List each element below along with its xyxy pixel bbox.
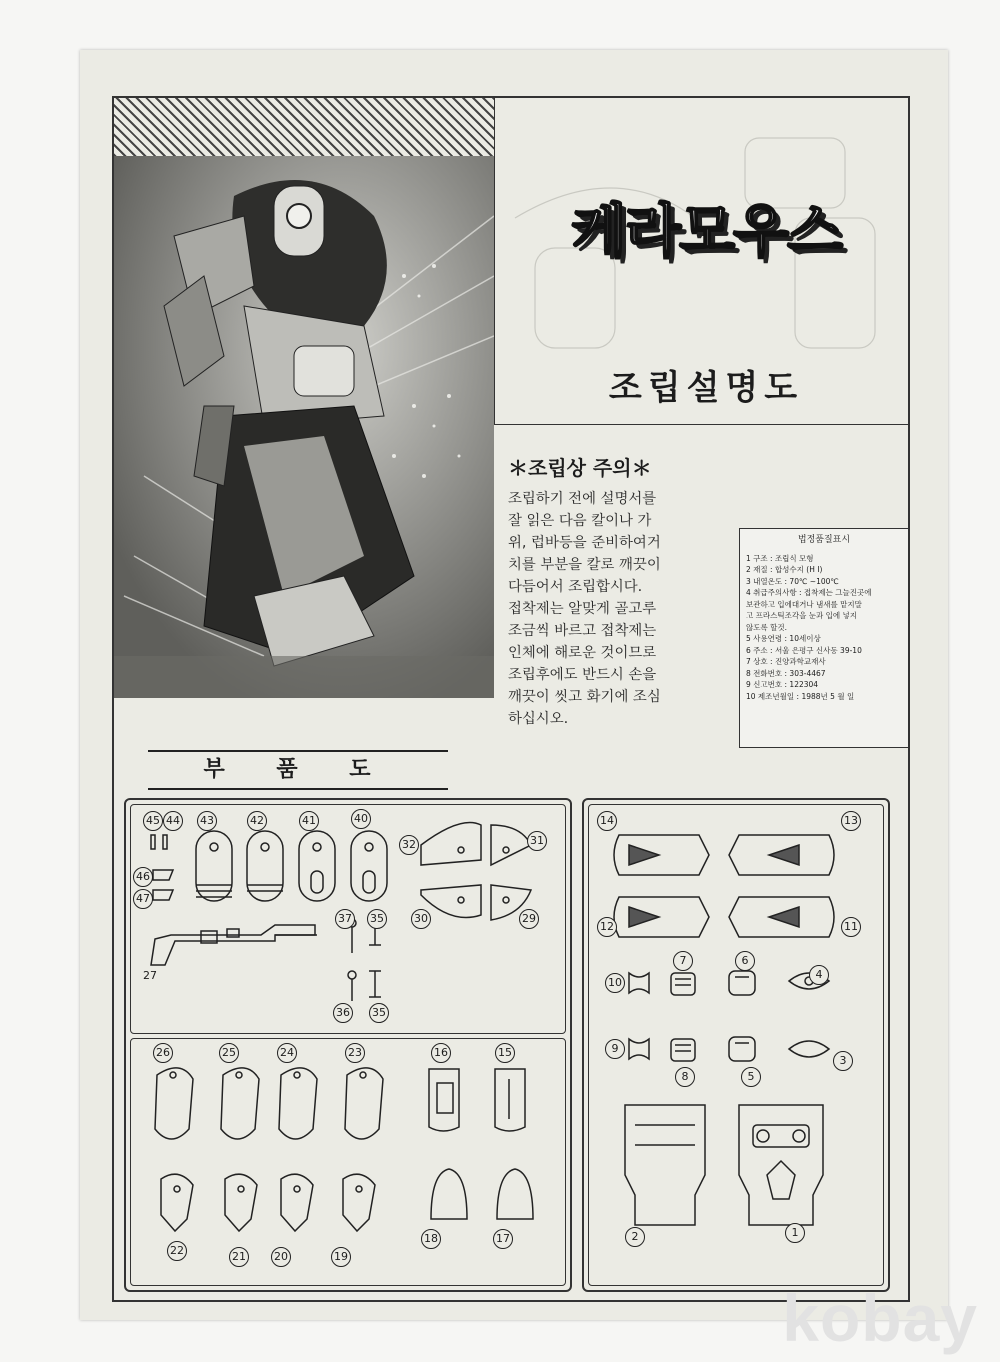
part-number-10: 10 (605, 973, 625, 993)
part-number-13: 13 (841, 811, 861, 831)
part-number-9: 9 (605, 1039, 625, 1059)
part-number-44: 44 (163, 811, 183, 831)
caution-line: 다듬어서 조립합시다. (508, 579, 643, 595)
part-number-4: 4 (809, 965, 829, 985)
part-number-20: 20 (271, 1247, 291, 1267)
hatched-banner (114, 98, 494, 157)
caution-line: 하십시오. (508, 711, 569, 727)
part-number-15: 15 (495, 1043, 515, 1063)
quality-item: 8 전화번호 : 303-4467 (746, 668, 826, 678)
quality-item: 2 재질 : 합성수지 (H I) (746, 565, 823, 574)
part-number-35: 35 (367, 909, 387, 929)
part-number-46: 46 (133, 867, 153, 887)
quality-item: 고 프라스틱조각을 눈과 입에 넣지 (746, 611, 857, 620)
parts-group-body (588, 804, 884, 1286)
part-number-32: 32 (399, 835, 419, 855)
caution-line: 조금씩 바르고 접착제는 (508, 623, 657, 639)
quality-label-title: 법정품질표시 (797, 535, 851, 545)
caution-line: 위, 럽바등을 준비하여거 (508, 535, 661, 551)
caution-heading: ＊조립상 주의＊ (508, 456, 652, 480)
quality-label-box (739, 528, 909, 748)
quality-item: 5 사용연령 : 10세이상 (746, 634, 821, 643)
caution-line: 조립하기 전에 설명서를 (508, 491, 657, 507)
part-number-2: 2 (625, 1227, 645, 1247)
part-number-6: 6 (735, 951, 755, 971)
caution-line: 접착제는 알맞게 골고루 (508, 601, 657, 617)
part-number-17: 17 (493, 1229, 513, 1249)
part-number-41: 41 (299, 811, 319, 831)
caution-line: 치를 부분을 칼로 깨끗이 (508, 557, 661, 573)
part-number-30: 30 (411, 909, 431, 929)
quality-item: 3 내열온도 : 70℃ ~100℃ (746, 576, 839, 586)
parts-panel-left (124, 798, 572, 1292)
title-divider (494, 424, 908, 425)
part-number-47: 47 (133, 889, 153, 909)
quality-item: 6 주소 : 서울 은평구 신사동 39-10 (746, 645, 862, 655)
cover-illustration (114, 156, 494, 698)
part-number-24: 24 (277, 1043, 297, 1063)
part-number-40: 40 (351, 809, 371, 829)
parts-drawing-right (589, 805, 883, 1285)
sheet-frame (112, 96, 910, 1302)
part-number-14: 14 (597, 811, 617, 831)
part-number-11: 11 (841, 917, 861, 937)
part-number-16: 16 (431, 1043, 451, 1063)
part-number-42: 42 (247, 811, 267, 831)
quality-item: 9 신고번호 : 122304 (746, 680, 819, 689)
page-title: 조립설명도 (608, 368, 804, 408)
watermark-logo: kobay (782, 1281, 978, 1355)
part-number-25: 25 (219, 1043, 239, 1063)
part-number-12: 12 (597, 917, 617, 937)
part-number-36: 36 (333, 1003, 353, 1023)
parts-panel-right (582, 798, 890, 1292)
caution-text (508, 488, 708, 730)
part-number-3: 3 (833, 1051, 853, 1071)
part-number-29: 29 (519, 909, 539, 929)
quality-item: 10 제조년월일 : 1988년 5 월 일 (746, 691, 855, 701)
parts-group-limbs (130, 1038, 566, 1286)
part-number-21: 21 (229, 1247, 249, 1267)
parts-group-weapons (130, 804, 566, 1034)
quality-item: 않도록 할것. (746, 622, 787, 632)
product-logo: 케라모우스 (570, 197, 842, 265)
robot-artwork (114, 156, 494, 698)
part-number-18: 18 (421, 1229, 441, 1249)
part-number-45: 45 (143, 811, 163, 831)
quality-item: 1 구조 : 조립식 모형 (746, 553, 814, 563)
part-number-31: 31 (527, 831, 547, 851)
part-number-23: 23 (345, 1043, 365, 1063)
caution-line: 인체에 해로운 것이므로 (508, 645, 657, 661)
parts-diagram-heading: 부 품 도 (148, 750, 448, 790)
part-number-1: 1 (785, 1223, 805, 1243)
part-number-8: 8 (675, 1067, 695, 1087)
part-number-37: 37 (335, 909, 355, 929)
part-number-43: 43 (197, 811, 217, 831)
caution-line: 조립후에도 반드시 손을 (508, 667, 657, 683)
part-number-22: 22 (167, 1241, 187, 1261)
title-panel (494, 98, 909, 424)
part-number-27: 27 (143, 969, 157, 982)
caution-line: 깨끗이 씻고 화기에 조심 (508, 689, 661, 705)
caution-line: 잘 읽은 다음 칼이나 가 (508, 513, 652, 529)
quality-item: 4 취급주의사항 : 접착제는 그늘진곳에 (746, 588, 872, 597)
quality-item: 보관하고 입에대거나 냄새를 맡지말 (746, 599, 862, 609)
part-number-26: 26 (153, 1043, 173, 1063)
part-number-5: 5 (741, 1067, 761, 1087)
part-number-19: 19 (331, 1247, 351, 1267)
instruction-sheet (80, 50, 948, 1320)
part-number-7: 7 (673, 951, 693, 971)
quality-item: 7 상호 : 진양과학교재사 (746, 657, 826, 666)
part-number-35: 35 (369, 1003, 389, 1023)
